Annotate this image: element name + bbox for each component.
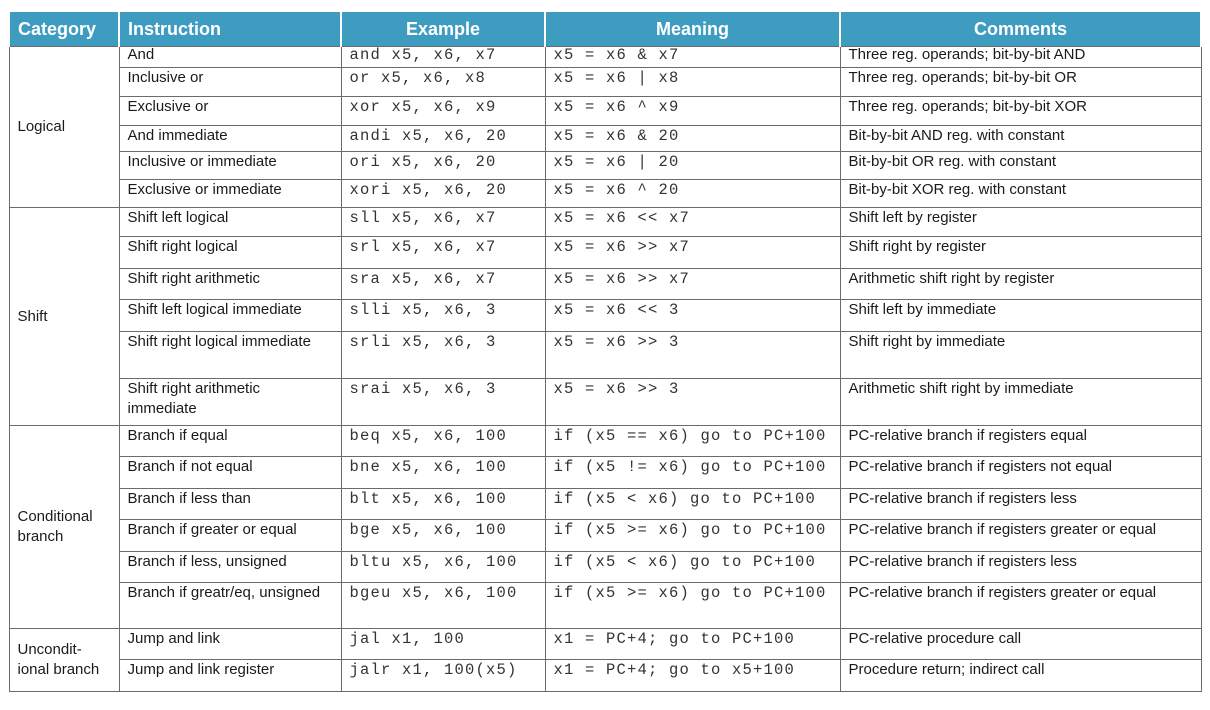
meaning-cell: x1 = PC+4; go to PC+100	[545, 629, 840, 660]
header-row	[9, 12, 1201, 47]
example-cell: bgeu x5, x6, 100	[341, 583, 545, 629]
table-row	[9, 237, 1201, 269]
table-row	[9, 269, 1201, 300]
comment-cell: PC-relative branch if registers not equal	[840, 457, 1201, 489]
example-cell: andi x5, x6, 20	[341, 126, 545, 152]
table-row	[9, 426, 1201, 457]
table-row	[9, 457, 1201, 489]
table-row	[9, 520, 1201, 552]
comment-cell: Arithmetic shift right by immediate	[840, 379, 1201, 426]
table-row	[9, 379, 1201, 426]
category-cell: Conditional branch	[9, 426, 119, 629]
header-example: Example	[341, 12, 545, 47]
example-cell: and x5, x6, x7	[341, 47, 545, 68]
meaning-cell: if (x5 < x6) go to PC+100	[545, 489, 840, 520]
meaning-cell: x5 = x6 & x7	[545, 47, 840, 68]
comment-cell: Three reg. operands; bit-by-bit OR	[840, 68, 1201, 97]
instruction-cell: Branch if not equal	[119, 457, 341, 489]
meaning-cell: x5 = x6 >> 3	[545, 332, 840, 379]
comment-cell: PC-relative branch if registers less	[840, 489, 1201, 520]
meaning-cell: x5 = x6 & 20	[545, 126, 840, 152]
category-cell: Uncondit-ional branch	[9, 629, 119, 692]
instruction-cell: And	[119, 47, 341, 68]
instruction-cell: Exclusive or immediate	[119, 180, 341, 208]
category-cell: Logical	[9, 47, 119, 208]
instruction-cell: Shift left logical immediate	[119, 300, 341, 332]
category-cell: Shift	[9, 208, 119, 426]
table-row	[9, 629, 1201, 660]
meaning-cell: x5 = x6 >> x7	[545, 237, 840, 269]
comment-cell: PC-relative branch if registers greater or equal	[840, 520, 1201, 552]
example-cell: ori x5, x6, 20	[341, 152, 545, 180]
instruction-cell: Branch if equal	[119, 426, 341, 457]
comment-cell: Arithmetic shift right by register	[840, 269, 1201, 300]
meaning-cell: x1 = PC+4; go to x5+100	[545, 660, 840, 692]
table-row	[9, 332, 1201, 379]
instruction-cell: Shift right arithmetic	[119, 269, 341, 300]
meaning-cell: if (x5 >= x6) go to PC+100	[545, 520, 840, 552]
table-row	[9, 552, 1201, 583]
table-row	[9, 47, 1201, 68]
example-cell: bltu x5, x6, 100	[341, 552, 545, 583]
meaning-cell: x5 = x6 ^ x9	[545, 97, 840, 126]
instruction-cell: Inclusive or	[119, 68, 341, 97]
table-row	[9, 152, 1201, 180]
instruction-cell: Exclusive or	[119, 97, 341, 126]
meaning-cell: if (x5 < x6) go to PC+100	[545, 552, 840, 583]
header-comments: Comments	[840, 12, 1201, 47]
instruction-cell: Shift left logical	[119, 208, 341, 237]
table-row	[9, 97, 1201, 126]
comment-cell: Procedure return; indirect call	[840, 660, 1201, 692]
instruction-cell: And immediate	[119, 126, 341, 152]
instruction-cell: Jump and link register	[119, 660, 341, 692]
example-cell: sll x5, x6, x7	[341, 208, 545, 237]
table-row	[9, 180, 1201, 208]
comment-cell: Bit-by-bit AND reg. with constant	[840, 126, 1201, 152]
meaning-cell: x5 = x6 ^ 20	[545, 180, 840, 208]
example-cell: xor x5, x6, x9	[341, 97, 545, 126]
comment-cell: PC-relative branch if registers equal	[840, 426, 1201, 457]
example-cell: jal x1, 100	[341, 629, 545, 660]
example-cell: bge x5, x6, 100	[341, 520, 545, 552]
comment-cell: Three reg. operands; bit-by-bit AND	[840, 47, 1201, 68]
comment-cell: Shift left by immediate	[840, 300, 1201, 332]
meaning-cell: x5 = x6 >> 3	[545, 379, 840, 426]
comment-cell: PC-relative branch if registers greater or equal	[840, 583, 1201, 629]
meaning-cell: x5 = x6 << 3	[545, 300, 840, 332]
meaning-cell: x5 = x6 | 20	[545, 152, 840, 180]
instruction-cell: Shift right arithmetic immediate	[119, 379, 341, 426]
example-cell: sra x5, x6, x7	[341, 269, 545, 300]
comment-cell: Three reg. operands; bit-by-bit XOR	[840, 97, 1201, 126]
comment-cell: Bit-by-bit XOR reg. with constant	[840, 180, 1201, 208]
instruction-table	[8, 12, 1202, 692]
table-row	[9, 583, 1201, 629]
header-instruction: Instruction	[119, 12, 341, 47]
meaning-cell: x5 = x6 << x7	[545, 208, 840, 237]
example-cell: or x5, x6, x8	[341, 68, 545, 97]
example-cell: slli x5, x6, 3	[341, 300, 545, 332]
example-cell: srli x5, x6, 3	[341, 332, 545, 379]
header-category: Category	[9, 12, 119, 47]
comment-cell: PC-relative branch if registers less	[840, 552, 1201, 583]
table-row	[9, 300, 1201, 332]
table-row	[9, 208, 1201, 237]
table-row	[9, 126, 1201, 152]
header-meaning: Meaning	[545, 12, 840, 47]
meaning-cell: if (x5 == x6) go to PC+100	[545, 426, 840, 457]
example-cell: blt x5, x6, 100	[341, 489, 545, 520]
example-cell: srai x5, x6, 3	[341, 379, 545, 426]
comment-cell: Bit-by-bit OR reg. with constant	[840, 152, 1201, 180]
comment-cell: PC-relative procedure call	[840, 629, 1201, 660]
example-cell: xori x5, x6, 20	[341, 180, 545, 208]
meaning-cell: if (x5 >= x6) go to PC+100	[545, 583, 840, 629]
instruction-cell: Branch if less, unsigned	[119, 552, 341, 583]
example-cell: beq x5, x6, 100	[341, 426, 545, 457]
instruction-cell: Shift right logical	[119, 237, 341, 269]
comment-cell: Shift right by register	[840, 237, 1201, 269]
table-row	[9, 489, 1201, 520]
instruction-cell: Inclusive or immediate	[119, 152, 341, 180]
meaning-cell: x5 = x6 >> x7	[545, 269, 840, 300]
meaning-cell: x5 = x6 | x8	[545, 68, 840, 97]
table-row	[9, 660, 1201, 692]
table-row	[9, 68, 1201, 97]
example-cell: bne x5, x6, 100	[341, 457, 545, 489]
meaning-cell: if (x5 != x6) go to PC+100	[545, 457, 840, 489]
comment-cell: Shift right by immediate	[840, 332, 1201, 379]
example-cell: srl x5, x6, x7	[341, 237, 545, 269]
instruction-cell: Branch if greater or equal	[119, 520, 341, 552]
comment-cell: Shift left by register	[840, 208, 1201, 237]
table-body	[9, 47, 1201, 692]
instruction-cell: Jump and link	[119, 629, 341, 660]
instruction-cell: Branch if less than	[119, 489, 341, 520]
instruction-cell: Branch if greatr/eq, unsigned	[119, 583, 341, 629]
example-cell: jalr x1, 100(x5)	[341, 660, 545, 692]
instruction-cell: Shift right logical immediate	[119, 332, 341, 379]
